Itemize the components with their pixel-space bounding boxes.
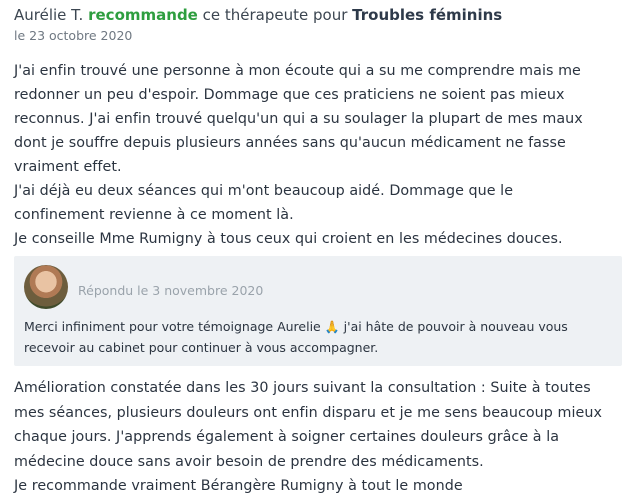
review-body-line: redonner un peu d'espoir. Dommage que ces praticiens ne soient pas mieux	[14, 87, 565, 103]
review-date: le 23 octobre 2020	[14, 28, 133, 43]
practitioner-avatar	[24, 265, 68, 309]
reply-line	[24, 317, 614, 338]
review-specialty: Troubles féminins	[352, 6, 503, 24]
reply-line-end: j'ai hâte de pouvoir à nouveau vous	[343, 319, 568, 334]
reply-text	[24, 317, 614, 358]
reply-date: Répondu le 3 novembre 2020	[78, 283, 264, 298]
recommend-label: recommande	[88, 6, 198, 24]
review-body-line: J'ai enfin trouvé une personne à mon écoute qui a su me comprendre mais me	[14, 63, 581, 79]
reply-line: recevoir au cabinet pour continuer à vous accompagner.	[24, 339, 379, 355]
improvement-line: Amélioration constatée dans les 30 jours suivant la consultation : Suite à toutes	[14, 380, 591, 396]
review-header-text: ce thérapeute pour	[202, 6, 348, 24]
folded-hands-icon: 🙏	[324, 320, 340, 334]
improvement-line: chaque jours. J'apprends également à soigner certaines douleurs grâce à la	[14, 429, 560, 445]
improvement-line: mes séances, plusieurs douleurs ont enfin disparu et je me sens beaucoup mieux	[14, 404, 602, 421]
review-header	[14, 5, 502, 25]
review-body-line: J'ai déjà eu deux séances qui m'ont beaucoup aidé. Dommage que le	[14, 183, 514, 199]
review-body-line: vraiment effet.	[14, 159, 122, 175]
review-body-line: Je conseille Mme Rumigny à tous ceux qui croient en les médecines douces.	[14, 231, 563, 247]
practitioner-reply	[14, 256, 622, 366]
review-body-line: reconnus. J'ai enfin trouvé quelqu'un qui a su soulager la plupart de mes maux	[14, 111, 583, 127]
improvement-line: Je recommande vraiment Bérangère Rumigny à tout le monde	[14, 478, 463, 494]
review-body	[14, 59, 614, 251]
review-body-line: dont je souffre depuis plusieurs années sans qu'aucun médicament ne fasse	[14, 135, 566, 151]
review-body-line: confinement revienne à ce moment là.	[14, 207, 294, 223]
review-author: Aurélie T.	[14, 6, 84, 24]
improvement-line: médecine douce sans avoir besoin de prendre des médicaments.	[14, 453, 484, 470]
reply-line-start: Merci infiniment pour votre témoignage Aurelie	[24, 319, 321, 334]
improvement-text	[14, 376, 614, 499]
